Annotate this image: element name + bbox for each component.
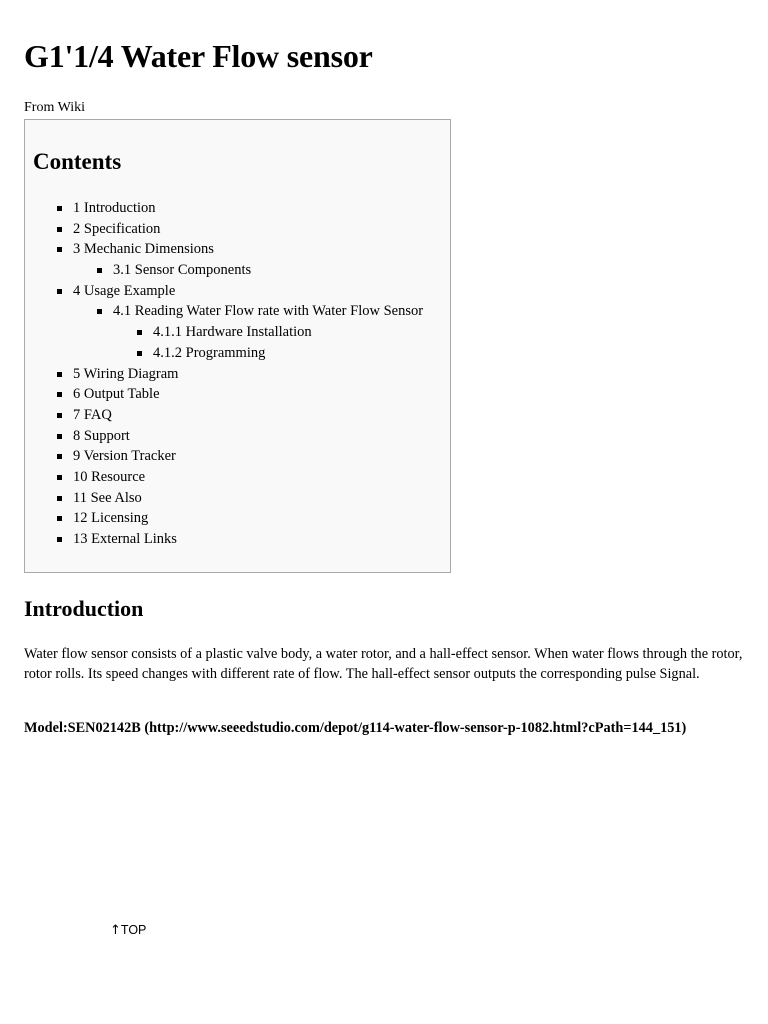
toc-link[interactable]: 9 Version Tracker (73, 448, 176, 465)
bullet-icon (57, 289, 62, 294)
bullet-icon (97, 309, 102, 314)
bullet-icon (57, 516, 62, 521)
toc-link[interactable]: 11 See Also (73, 489, 142, 506)
bullet-icon (57, 227, 62, 232)
bullet-icon (57, 372, 62, 377)
bullet-icon (57, 434, 62, 439)
toc-link[interactable]: 10 Resource (73, 468, 146, 485)
from-wiki-label: From Wiki (24, 100, 86, 115)
bullet-icon (57, 206, 62, 211)
bullet-icon (57, 392, 62, 397)
introduction-heading: Introduction (24, 596, 144, 621)
toc-link[interactable]: 5 Wiring Diagram (73, 365, 179, 382)
toc-link[interactable]: 13 External Links (73, 531, 177, 547)
top-label: TOP (120, 923, 147, 937)
bullet-icon (57, 496, 62, 501)
toc-heading: Contents (33, 149, 122, 174)
toc-link[interactable]: 1 Introduction (73, 200, 156, 216)
bullet-icon (57, 537, 62, 542)
bullet-icon (57, 454, 62, 459)
introduction-text: Water flow sensor consists of a plastic valve body, a water rotor, and a hall-effect sensor. When water flows through the rotor, rotor rolls. Its speed changes with different rate of flow. The hall-effect sensor outputs the corresponding pulse Signal. (24, 646, 743, 682)
toc-link[interactable]: 4.1.2 Programming (153, 344, 266, 361)
bullet-icon (57, 247, 62, 252)
model-link[interactable]: Model:SEN02142B (http://www.seeedstudio.com/depot/g114-water-flow-sensor-p-1082.html?cPath=144_151) (24, 720, 687, 736)
toc-link[interactable]: 3 Mechanic Dimensions (73, 241, 214, 258)
toc-link[interactable]: 4 Usage Example (73, 282, 176, 299)
toc-link[interactable]: 6 Output Table (73, 386, 160, 403)
back-to-top-link[interactable] (110, 923, 146, 938)
toc-link[interactable]: 12 Licensing (73, 510, 149, 527)
toc-link[interactable]: 3.1 Sensor Components (113, 262, 252, 279)
table-of-contents (24, 119, 451, 573)
bullet-icon (57, 475, 62, 480)
bullet-icon (137, 330, 142, 335)
toc-link[interactable]: 4.1.1 Hardware Installation (153, 324, 312, 341)
bullet-icon (57, 413, 62, 418)
toc-link[interactable]: 2 Specification (73, 220, 161, 237)
bullet-icon (97, 268, 102, 273)
page-title: G1'1/4 Water Flow sensor (24, 38, 373, 74)
up-arrow-icon: ↑ (110, 923, 121, 938)
bullet-icon (137, 351, 142, 356)
toc-link[interactable]: 7 FAQ (73, 406, 112, 423)
toc-link[interactable]: 4.1 Reading Water Flow rate with Water Flow Sensor (113, 303, 424, 320)
toc-link[interactable]: 8 Support (73, 427, 130, 444)
